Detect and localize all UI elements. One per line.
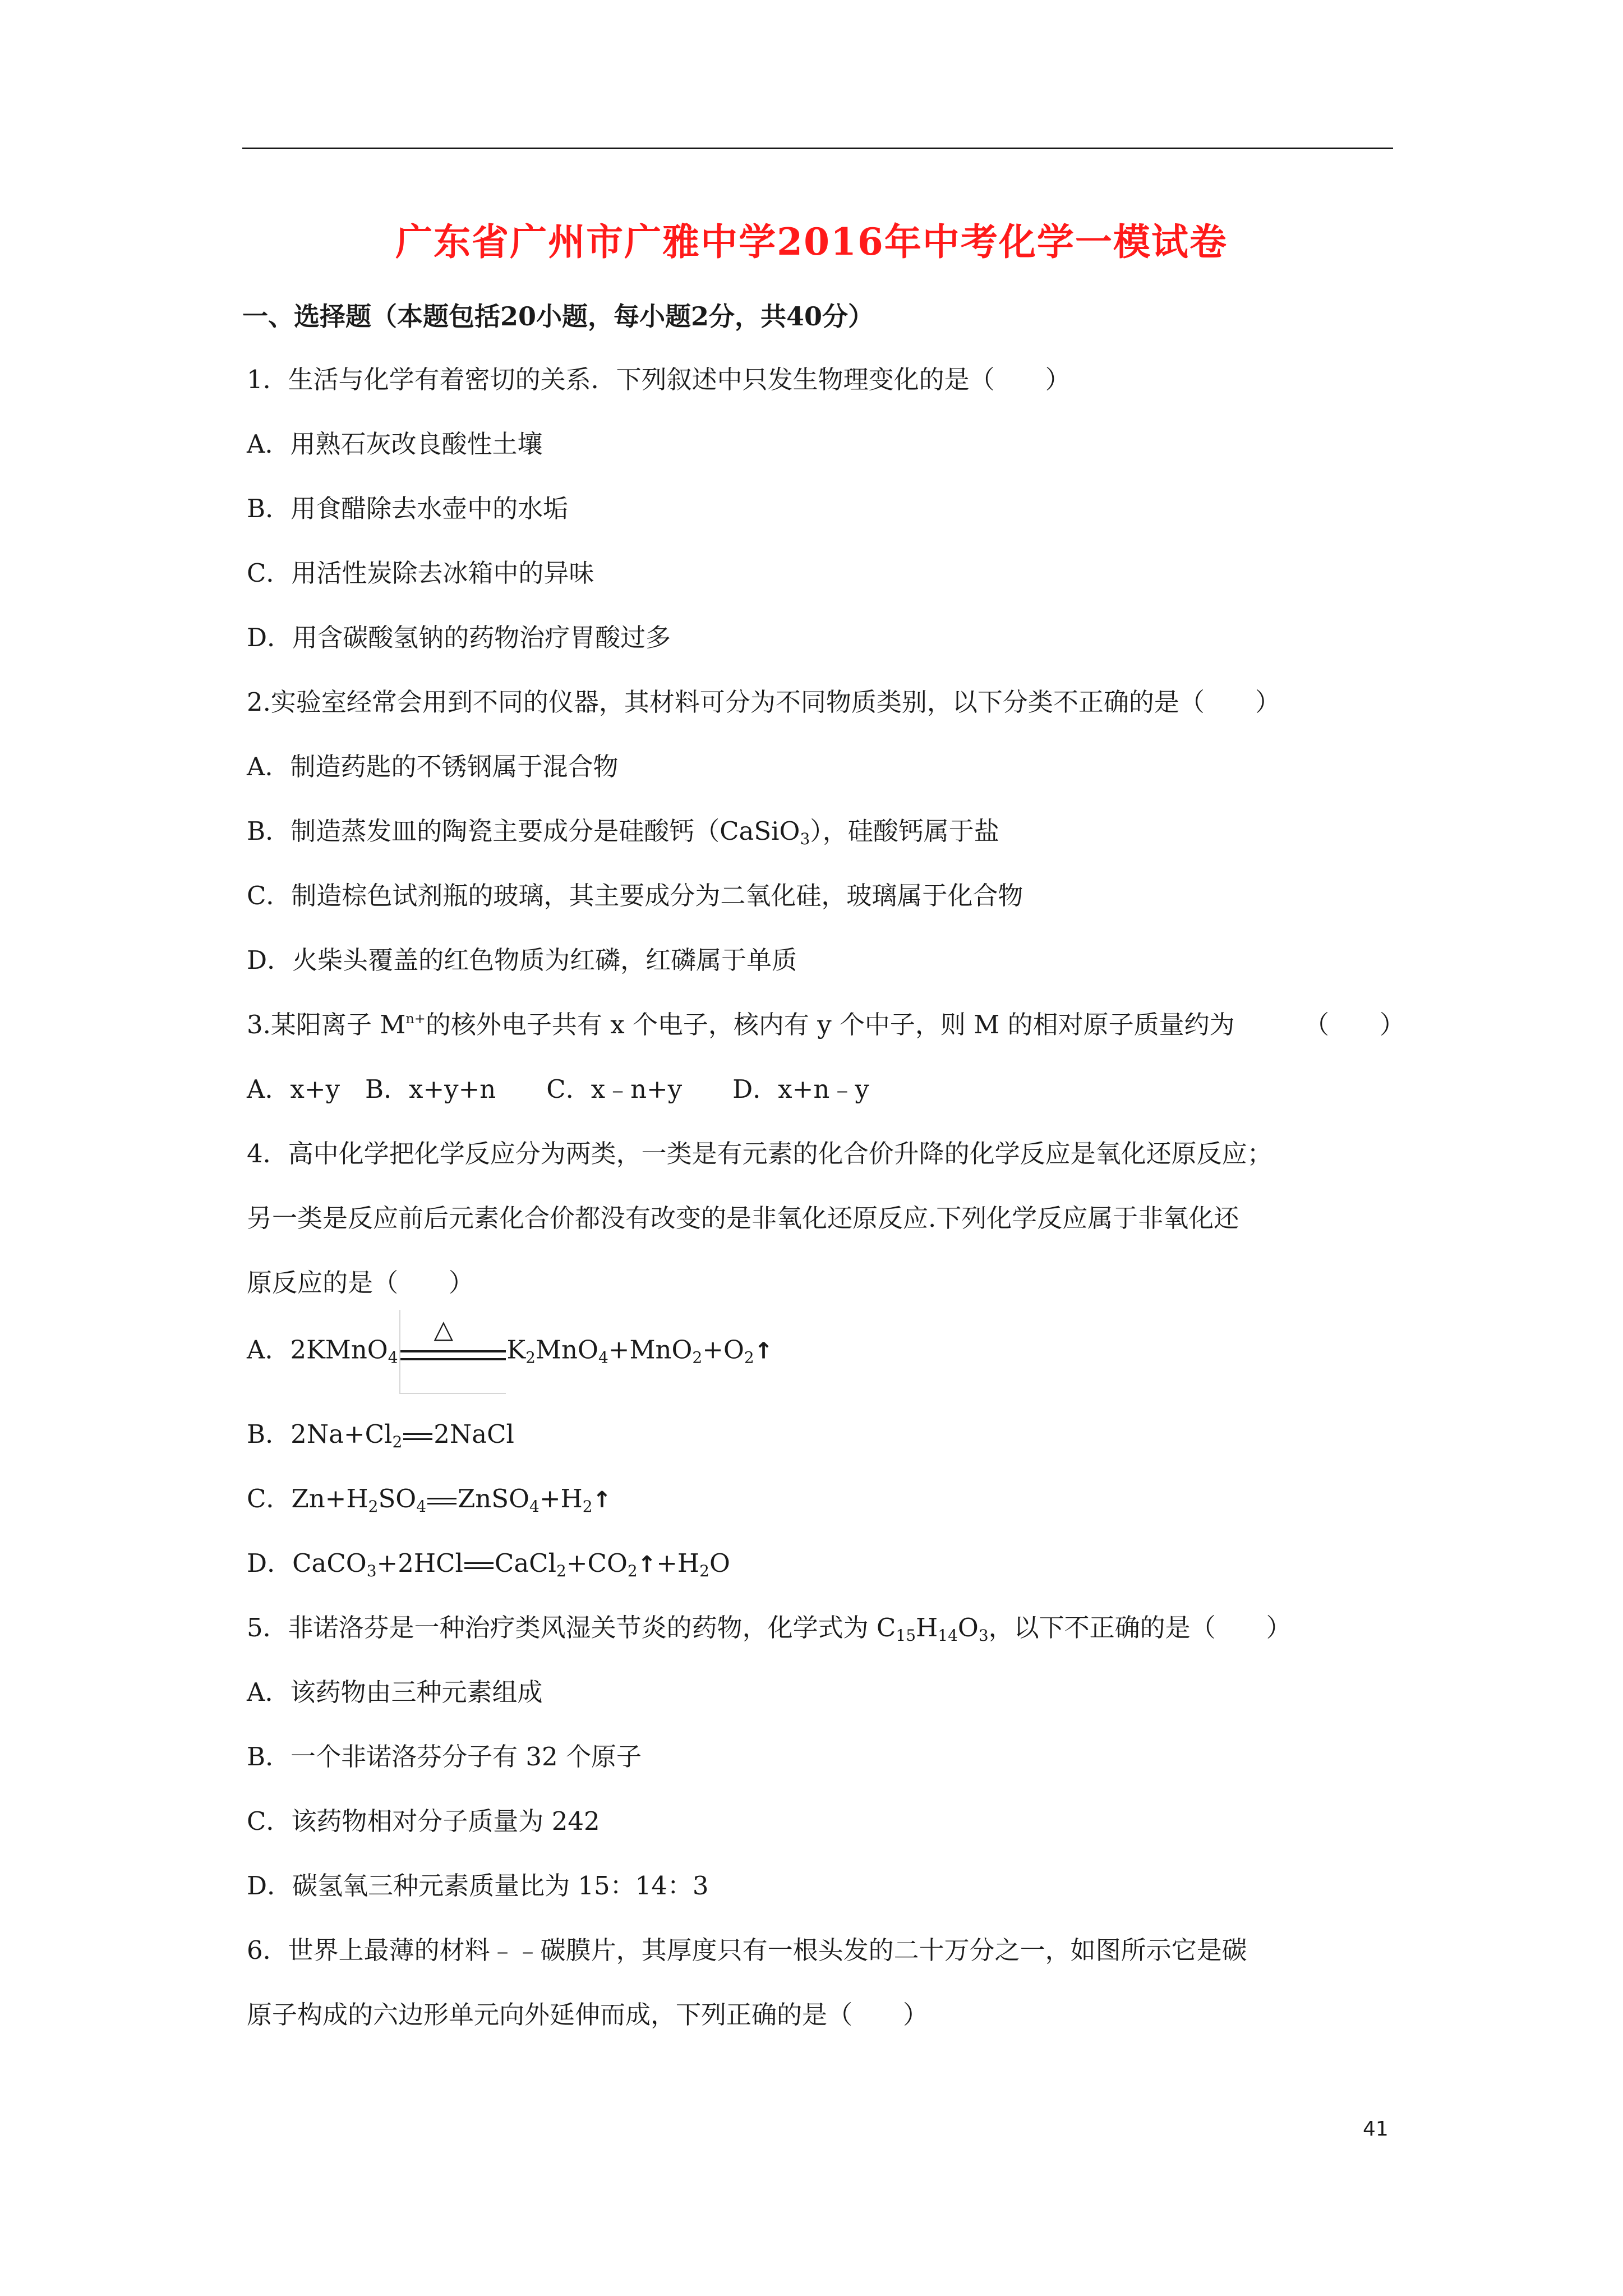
question-4-line-2: 另一类是反应前后元素化合价都没有改变的是非氧化还原反应.下列化学反应属于非氧化还 — [247, 1203, 1239, 1233]
page-title: 广东省广州市广雅中学2016年中考化学一模试卷 — [395, 220, 1228, 264]
question-4-option-d: D．CaCO$_3$+2HCl $CaCl_2+CO_2↑+H_2O$ — [247, 1548, 730, 1580]
question-5-option-a: A．该药物由三种元素组成 — [247, 1677, 543, 1707]
page-number: 41 — [1363, 2118, 1389, 2141]
heat-condition-image — [399, 1310, 506, 1394]
question-1-option-a: A．用熟石灰改良酸性土壤 — [247, 429, 543, 459]
question-5-option-b: B．一个非诺洛芬分子有 32 个原子 — [247, 1742, 642, 1772]
question-4-line-1: 4．高中化学把化学反应分为两类，一类是有元素的化合价升降的化学反应是氧化还原反应； — [247, 1139, 1272, 1168]
question-3-stem: 3.某阳离子 $M^{n+}$的核外电子共有 x 个电子，核内有 y 个中子，则 M 的相对原子质量约为 — [247, 1010, 1235, 1039]
question-1-option-c: C．用活性炭除去冰箱中的异味 — [247, 558, 594, 588]
question-2-stem: 2.实验室经常会用到不同的仪器，其材料可分为不同物质类别，以下分类不正确的是（ ） — [247, 687, 1280, 717]
question-2-option-c: C．制造棕色试剂瓶的玻璃，其主要成分为二氧化硅，玻璃属于化合物 — [247, 881, 1023, 910]
gas-arrow-icon: ↑ — [754, 1338, 773, 1364]
equals-sign-icon — [464, 1562, 494, 1569]
equals-sign-icon — [403, 1433, 432, 1440]
question-6-line-1: 6．世界上最薄的材料﹣﹣碳膜片，其厚度只有一根头发的二十万分之一，如图所示它是碳 — [247, 1935, 1247, 1965]
question-4-option-c: C．$Zn+H_2SO_4$ $ZnSO_4+H_2↑$ — [247, 1484, 612, 1516]
question-2-option-b: B．制造蒸发皿的陶瓷主要成分是硅酸钙（CaSiO$_3$），硅酸钙属于盐 — [247, 816, 999, 848]
question-1-stem: 1．生活与化学有着密切的关系．下列叙述中只发生物理变化的是（ ） — [247, 365, 1071, 394]
question-5-option-d: D．碳氢氧三种元素质量比为 15：14：3 — [247, 1871, 709, 1901]
gas-arrow-icon: ↑ — [637, 1552, 657, 1577]
question-1-option-d: D．用含碳酸氢钠的药物治疗胃酸过多 — [247, 623, 671, 652]
question-1-option-b: B．用食醋除去水壶中的水垢 — [247, 494, 569, 523]
gas-arrow-icon: ↑ — [592, 1487, 612, 1513]
question-4-option-b: B．$2Na+Cl_2$ 2NaCl — [247, 1419, 514, 1451]
question-5-option-c: C．该药物相对分子质量为 242 — [247, 1806, 600, 1836]
section-heading: 一、选择题（本题包括20小题，每小题2分，共40分） — [242, 301, 874, 332]
heat-triangle-icon: △ — [434, 1314, 454, 1344]
question-4-line-3: 原反应的是（ ） — [247, 1268, 474, 1297]
question-4-option-a: A．2KMnO$_4$ △ $K_2MnO_4+MnO_2+O_2↑$ — [247, 1310, 773, 1394]
question-3-answer-paren: （ ） — [1304, 1010, 1405, 1039]
equals-sign-icon — [427, 1498, 457, 1504]
question-2-option-d: D．火柴头覆盖的红色物质为红磷，红磷属于单质 — [247, 945, 797, 975]
question-3-options: A．x+y B．x+y+n C．x﹣n+y D．x+n﹣y — [247, 1074, 869, 1104]
question-2-option-a: A．制造药匙的不锈钢属于混合物 — [247, 752, 619, 781]
question-6-line-2: 原子构成的六边形单元向外延伸而成，下列正确的是（ ） — [247, 2000, 929, 2030]
header-rule — [242, 148, 1393, 149]
question-5-stem: 5．非诺洛芬是一种治疗类风湿关节炎的药物，化学式为 $C_{15}H_{14}O_3$，以下不正确的是（ ） — [247, 1613, 1292, 1645]
